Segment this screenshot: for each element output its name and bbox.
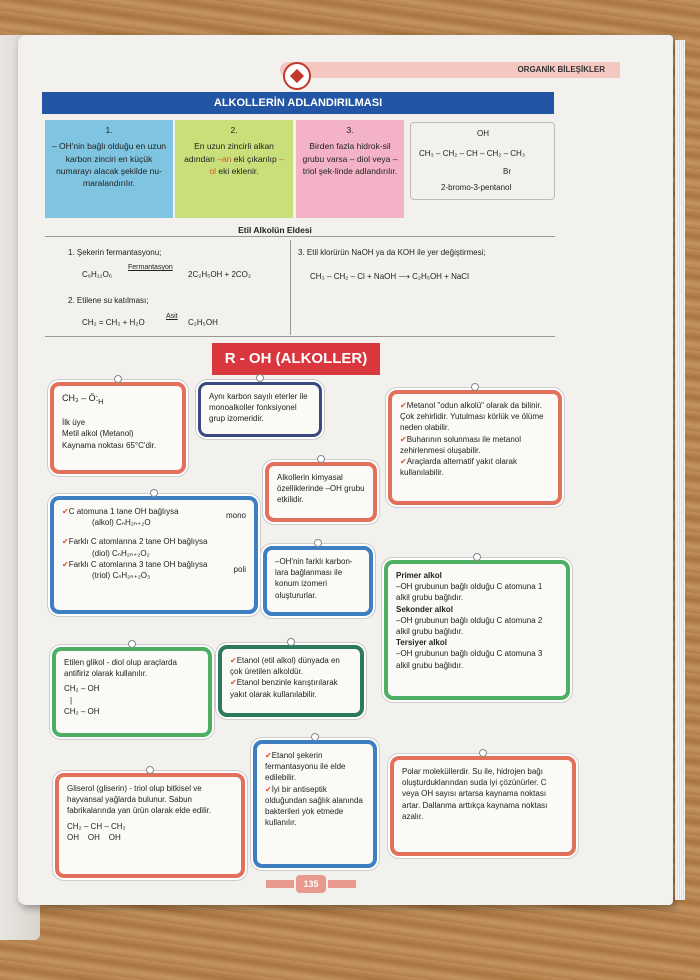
method-1: 1. Şekerin fermantasyonu; xyxy=(68,248,162,257)
example-structure: OH CH₃ – CH₂ – CH – CH₂ – CH₃ Br 2-bromo-3-pentanol xyxy=(410,122,555,200)
method-2-condition: Asit xyxy=(166,313,178,320)
page-stack-edge xyxy=(675,40,685,900)
pin-icon xyxy=(256,374,264,382)
pin-icon xyxy=(317,455,325,463)
page-number: 135 xyxy=(296,875,326,893)
rule-2: 2. En uzun zincirli alkan adından –an eki çıkarılıp –ol eki eklenir. xyxy=(175,120,293,218)
pin-icon xyxy=(128,640,136,648)
divider xyxy=(45,336,555,337)
pin-icon xyxy=(314,539,322,547)
pin-icon xyxy=(479,749,487,757)
card-ethanol: ✔Etanol (etil alkol) dünyada en çok üretilen alkoldür. ✔Etanol benzinle karıştırılarak yakıt olarak kullanılabilir. xyxy=(218,645,364,717)
method-3-equation: CH₃ – CH₂ – Cl + NaOH ⟶ C₂H₅OH + NaCl xyxy=(310,272,469,281)
card-glycol: Etilen glikol - diol olup araçlarda antifiriz olarak kullanılır. CH₂ – OH | CH₂ – OH xyxy=(52,647,212,737)
pin-icon xyxy=(146,766,154,774)
card-polar: Polar moleküllerdir. Su ile, hidrojen bağı oluşturduklarından suda iyi çözünürler. C veya OH sayısı artarsa kaynama noktası artar. Dallanma arttıkça kaynama noktası azalır. xyxy=(390,756,576,856)
card-fermentation: ✔Etanol şekerin fermantasyonu ile elde edilebilir. ✔İyi bir antiseptik olduğundan sağlık alanında bakterileri yok etmede kullanılır. xyxy=(253,740,377,868)
section-title: ORGANİK BİLEŞİKLER xyxy=(517,65,605,74)
pin-icon xyxy=(471,383,479,391)
card-classes: ✔C atomuna 1 tane OH bağlıysa mono (alkol) CₙH₂ₙ₊₂O ✔Farklı C atomlarına 2 tane OH bağlıysa (diol) CₙH₂ₙ₊₂O₂ ✔Farklı C atomlarına 3 tane OH bağlıysa poli (triol) CₙH₂ₙ₊₂O₃ xyxy=(50,496,258,614)
method-1-condition: Fermantasyon xyxy=(128,264,173,271)
method-2-product: C₂H₅OH xyxy=(188,318,218,327)
card-isomer: Aynı karbon sayılı eterler ile monoalkoller fonksiyonel grup izomeridir. xyxy=(198,382,322,437)
page-title: ALKOLLERİN ADLANDIRILMASI xyxy=(42,92,554,114)
main-title: R - OH (ALKOLLER) xyxy=(212,343,380,375)
wing-decoration xyxy=(328,880,356,888)
pin-icon xyxy=(287,638,295,646)
preparation-title: Etil Alkolün Eldesi xyxy=(238,225,312,235)
pin-icon xyxy=(473,553,481,561)
pin-icon xyxy=(150,489,158,497)
method-2: 2. Etilene su katılması; xyxy=(68,296,149,305)
method-1-reactant: C₆H₁₂O₆ xyxy=(82,270,113,279)
pin-icon xyxy=(114,375,122,383)
wing-decoration xyxy=(266,880,294,888)
method-2-reactant: CH₂ = CH₂ + H₂O xyxy=(82,318,145,327)
divider xyxy=(290,240,291,335)
method-1-product: 2C₂H₅OH + 2CO₂ xyxy=(188,270,252,279)
card-position-isomer: –OH'nin farklı karbon-lara bağlanması ile konum izomeri oluştururlar. xyxy=(263,546,373,616)
card-alcohol-types: Primer alkol –OH grubunun bağlı olduğu C atomuna 1 alkil grubu bağlıdır. Sekonder alkol –OH grubunun bağlı olduğu C atomuna 2 alkil grubu bağlıdır. Tersiyer alkol –OH grubunun bağlı olduğu C atomuna 3 alkil grubu bağlıdır. xyxy=(384,560,570,700)
rule-1: 1. – OH'nin bağlı olduğu en uzun karbon zinciri en küçük numarayı alacak şekilde nu-maralandırılır. xyxy=(45,120,173,218)
card-methyl: $CH_3 - Ö:_H$ İlk üye Metil alkol (Metanol) Kaynama noktası 65°C'dir. xyxy=(50,382,186,474)
rule-3: 3. Birden fazla hidrok-sil grubu varsa – diol veya –triol şek-linde adlandırılır. xyxy=(296,120,404,218)
card-methanol: ✔Metanol "odun alkolü" olarak da bilinir. Çok zehirlidir. Yutulması körlük ve ölüme neden olabilir. ✔Buharının solunması ile metanol zehirlenmesi oluşabilir. ✔Araçlarda alternatif yakıt olarak kullanılabilir. xyxy=(388,390,562,505)
card-glycerol: Gliserol (gliserin) - triol olup bitkisel ve hayvansal yağlarda bulunur. Sabun fabrikalarında yan ürün olarak elde edilir. CH₂ – CH – CH₂ OH OH OH xyxy=(55,773,245,878)
book-logo-icon xyxy=(283,62,311,90)
divider xyxy=(45,236,555,237)
method-3: 3. Etil klorürün NaOH ya da KOH ile yer değiştirmesi; xyxy=(298,248,486,257)
pin-icon xyxy=(311,733,319,741)
card-chemical: Alkollerin kimyasal özelliklerinde –OH grubu etkilidir. xyxy=(265,462,377,522)
